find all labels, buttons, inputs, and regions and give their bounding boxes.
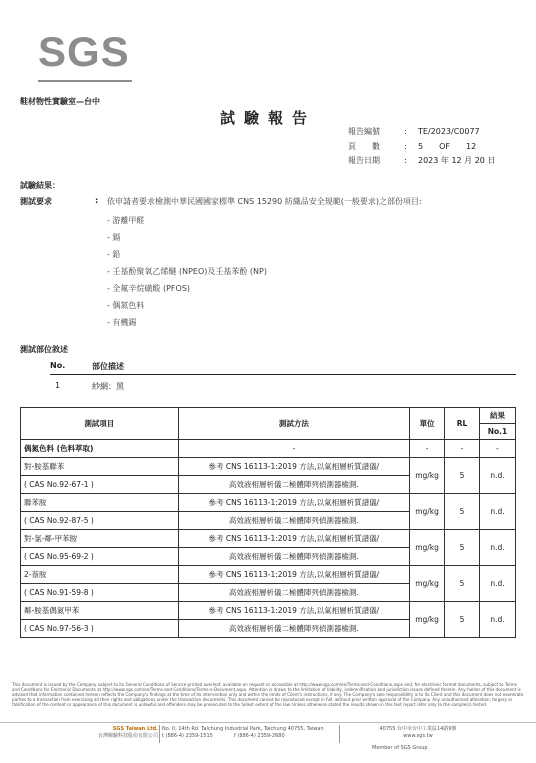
sgs-logo [38, 30, 132, 90]
result-cell: n.d. [480, 566, 516, 602]
unit-cell: mg/kg [410, 494, 445, 530]
requirement-item: - 壬基酚聚氧乙烯醚 (NPEO)及壬基苯酚 (NP) [107, 267, 267, 276]
footer-address [162, 726, 324, 740]
requirement-item: - 游離甲醛 [107, 216, 145, 225]
analyte-name: 聯苯胺 [21, 494, 179, 512]
company-en: SGS Taiwan Ltd. [112, 726, 158, 732]
parts-desc: 紗網：黑 [92, 382, 124, 391]
method-line-2: 高效液相層析儀二極體陣列偵測器檢測. [178, 584, 409, 602]
company-zh: 台灣檢驗科技股份有限公司 [97, 733, 158, 739]
requirement-item: - 全氟辛烷磺酸 (PFOS) [107, 284, 191, 293]
footer-company [62, 726, 158, 740]
analyte-name: 2-萘胺 [21, 566, 179, 584]
parts-label: 測試部位敘述 [20, 345, 68, 354]
requirement-label: 測試要求 [20, 197, 52, 206]
method-line-2: 高效液相層析儀二極體陣列偵測器檢測. [178, 548, 409, 566]
group-result: - [480, 440, 516, 458]
parts-col-desc: 部位描述 [92, 362, 124, 371]
cas-number: ( CAS No.97-56-3 ) [21, 620, 179, 638]
footer-disclaimer: This document is issued by the Company subject to its General Conditions of Service printed overleaf, available on request or accessible at http://www.sgs.com/en/Terms-and-Conditions.aspx and, for electronic format documents, subject to Terms and Conditions for Electronic Documents at http://www.sgs.com/en/Terms-and-Conditions/Terms-e-Document.aspx. Attention is drawn to the limitation of liability, indemnification and jurisdiction issues defined therein. Any holder of this document is advised that information contained hereon reflects the Company's findings at the time of its intervention only and within the limits of Client's instructions, if any. The Company's sole responsibility is to its Client and this document does not exonerate parties to a transaction from exercising all their rights and obligations under the transaction documents. This document cannot be reproduced except in full, without prior written approval of the Company. Any unauthorized alteration, forgery or falsification of the content or appearance of this document is unlawful and offenders may be prosecuted to the fullest extent of the law. Unless otherwise stated the results shown in this test report refer only to the sample(s) tested. [12, 682, 524, 707]
footer-separator [159, 725, 160, 743]
meta-value: 5 OF 12 [418, 141, 477, 151]
cas-number: ( CAS No.91-59-8 ) [21, 584, 179, 602]
meta-row: 頁 數 : 5 OF 12 [348, 140, 495, 155]
method-line-1: 參考 CNS 16113-1:2019 方法,以氣相層析質譜儀/ [178, 530, 409, 548]
method-line-1: 參考 CNS 16113-1:2019 方法,以氣相層析質譜儀/ [178, 458, 409, 476]
footer-divider [0, 722, 536, 723]
requirement-list [107, 212, 267, 331]
meta-value: TE/2023/C0077 [418, 127, 480, 136]
address-zh: 40755 台中市台中工業區14路9號 [379, 726, 457, 732]
method-line-1: 參考 CNS 16113-1:2019 方法,以氣相層析質譜儀/ [178, 602, 409, 620]
unit-cell: mg/kg [410, 458, 445, 494]
meta-key: 報告編號 [348, 127, 380, 136]
method-line-1: 參考 CNS 16113-1:2019 方法,以氣相層析質譜儀/ [178, 566, 409, 584]
unit-cell: mg/kg [410, 530, 445, 566]
header-method: 測試方法 [178, 408, 409, 440]
meta-value: 2023 年 12 月 20 日 [418, 156, 496, 165]
requirement-item: - 偶氮色料 [107, 301, 145, 310]
fax: f (886-4) 2359-2680 [234, 733, 285, 739]
table-row [21, 458, 516, 476]
parts-no: 1 [55, 381, 61, 390]
table-group-row [21, 440, 516, 458]
results-table [20, 407, 516, 638]
group-unit: - [410, 440, 445, 458]
result-cell: n.d. [480, 458, 516, 494]
table-row [21, 602, 516, 620]
meta-row: 報告日期 : 2023 年 12 月 20 日 [348, 154, 495, 169]
cas-number: ( CAS No.92-87-5 ) [21, 512, 179, 530]
report-meta [348, 125, 495, 169]
report-title: 試驗報告 [219, 109, 316, 127]
requirement-item: - 鉛 [107, 250, 121, 259]
header-result: 結果 [480, 408, 516, 424]
address-en: No. 0, 14th Rd. Taichung Industrial Park, Taichung 40755, Taiwan [162, 726, 324, 732]
result-cell: n.d. [480, 494, 516, 530]
unit-cell: mg/kg [410, 566, 445, 602]
requirement-item: - 有機錫 [107, 318, 137, 327]
method-line-2: 高效液相層析儀二極體陣列偵測器檢測. [178, 620, 409, 638]
member-label: Member of SGS Group [372, 745, 428, 751]
method-line-1: 參考 CNS 16113-1:2019 方法,以氣相層析質譜儀/ [178, 494, 409, 512]
rl-cell: 5 [445, 458, 480, 494]
result-cell: n.d. [480, 602, 516, 638]
results-label: 試驗結果： [20, 181, 60, 190]
requirement-item: - 鎘 [107, 233, 121, 242]
header-unit: 單位 [410, 408, 445, 440]
table-header-row [21, 408, 516, 424]
lab-name: 鞋材物性實驗室—台中 [20, 97, 100, 106]
rl-cell: 5 [445, 494, 480, 530]
logo-text: SGS [38, 28, 130, 75]
cas-number: ( CAS No.95-69-2 ) [21, 548, 179, 566]
analyte-name: 對-氯-鄰-甲苯胺 [21, 530, 179, 548]
website[interactable]: www.sgs.tw [403, 733, 433, 739]
parts-header [50, 361, 516, 375]
rl-cell: 5 [445, 566, 480, 602]
parts-col-no: No. [50, 361, 66, 370]
logo-underline [38, 80, 132, 82]
group-name: 偶氮色料 (色料萃取) [21, 440, 179, 458]
analyte-name: 對-胺基聯苯 [21, 458, 179, 476]
phone: t (886-4) 2359-1515 [162, 733, 213, 739]
unit-cell: mg/kg [410, 602, 445, 638]
method-line-2: 高效液相層析儀二極體陣列偵測器檢測. [178, 512, 409, 530]
footer-local [343, 726, 493, 740]
analyte-name: 鄰-胺基偶氮甲苯 [21, 602, 179, 620]
rl-cell: 5 [445, 530, 480, 566]
header-item: 測試項目 [21, 408, 179, 440]
parts-row [50, 375, 516, 392]
meta-key: 報告日期 [348, 156, 380, 165]
rl-cell: 5 [445, 602, 480, 638]
requirement-text: 依申請者要求檢測中華民國國家標準 CNS 15290 紡織品安全規範(一般要求)之部份項目: [107, 197, 422, 206]
header-no: No.1 [480, 424, 516, 440]
footer-separator [339, 725, 340, 743]
meta-key: 頁 數 [348, 141, 380, 151]
header-rl: RL [445, 408, 480, 440]
table-row [21, 530, 516, 548]
requirement-colon: : [95, 196, 99, 205]
phone-fax [162, 733, 324, 740]
meta-row: 報告編號 : TE/2023/C0077 [348, 125, 495, 140]
method-line-2: 高效液相層析儀二極體陣列偵測器檢測. [178, 476, 409, 494]
table-row [21, 494, 516, 512]
result-cell: n.d. [480, 530, 516, 566]
group-rl: - [445, 440, 480, 458]
parts-table [50, 361, 516, 392]
group-method: - [178, 440, 409, 458]
cas-number: ( CAS No.92-67-1 ) [21, 476, 179, 494]
table-row [21, 566, 516, 584]
